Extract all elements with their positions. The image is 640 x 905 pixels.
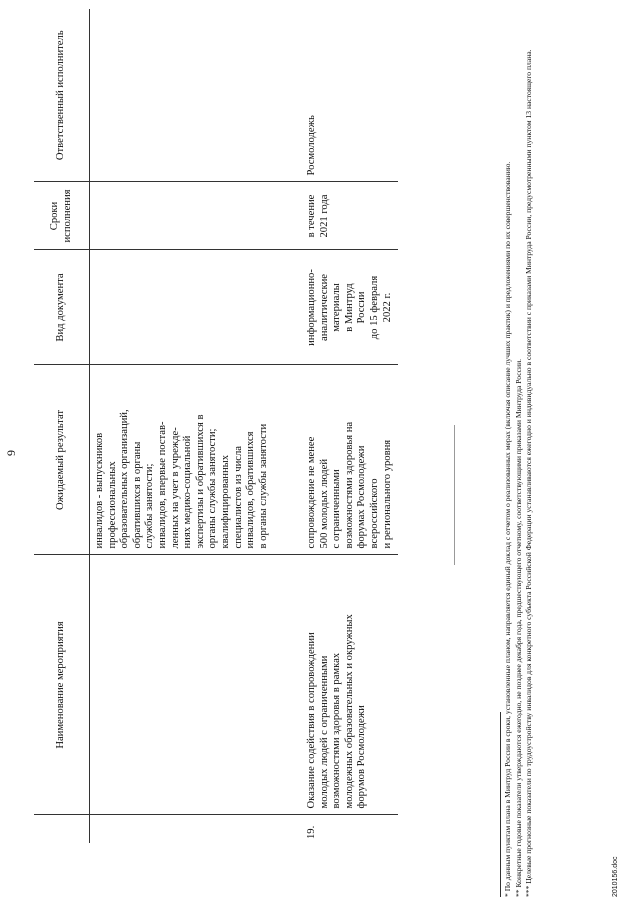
cell-responsible: Росмолодежь [288,9,398,182]
cell-number: 19. [306,825,317,839]
cell-number [90,815,289,843]
footnote: *** Целевые прогнозные показатели по трудоустройству инвалидов для конкретного субъекта Российской Федерации устанавливаются ежегодно и индивидуально в соответствии с приказами Минтруда России, предусмотренными пунктом 13 настоящего плана. [524,49,534,897]
footnote-rule [500,712,501,897]
cell-result: инвалидов - выпускников профессиональных образовательных организаций, обратившихся в органы службы занятости; инвалидов, впервые постав- ленных на учет в учрежде- ниях медико-социальной экспертизы и обратившихся в органы службы занятости; квалифицированных специалистов из числа инвалидов, обратившихся в органы службы занятости [90,365,289,555]
cell-name [90,555,289,815]
cell-result: сопровождение не менее 500 молодых людей с ограниченными возможностями здоровья на форумах Росмолодежи всероссийского и регионального уровня [288,365,398,555]
header-result: Ожидаемый результат [34,365,90,555]
table-row [90,9,289,843]
footnotes [500,7,535,897]
table-row [288,9,398,843]
header-doc-type: Вид документа [34,250,90,365]
cell-doc-type [90,250,289,365]
plan-table [34,9,398,843]
footnote: * По данным пунктам плана в Минтруд России в сроки, установленные планом, направляется единый доклад с отчетом о реализованных мерах (включая описание лучших практик) и предложениями по их совершенствованию. [503,161,512,897]
header-responsible: Ответственный исполнитель [34,9,90,182]
cell-responsible [90,9,289,182]
table-header-row [34,9,90,843]
cell-deadline [90,182,289,250]
header-deadline: Сроки исполнения [34,182,90,250]
page-number: 9 [4,450,18,456]
header-number [34,815,90,843]
file-reference: 2010156.doc [612,856,619,897]
header-name: Наименование мероприятия [34,555,90,815]
cell-doc-type: информационно- аналитические материалы в Минтруд России до 15 февраля 2022 г. [288,250,398,365]
footnote: ** Конкретные годовые показатели утверждаются ежегодно, не позднее декабря года, предшествующего отчетному, соответствующими приказами Минтруда России. [513,358,523,897]
cell-name: Оказание содействия в сопровождении молодых людей с ограниченными возможностями здоровья в рамках молодежных образовательных и окружных форумов Росмолодежи [288,555,398,815]
cell-deadline: в течение 2021 года [288,182,398,250]
divider-line [454,425,455,565]
